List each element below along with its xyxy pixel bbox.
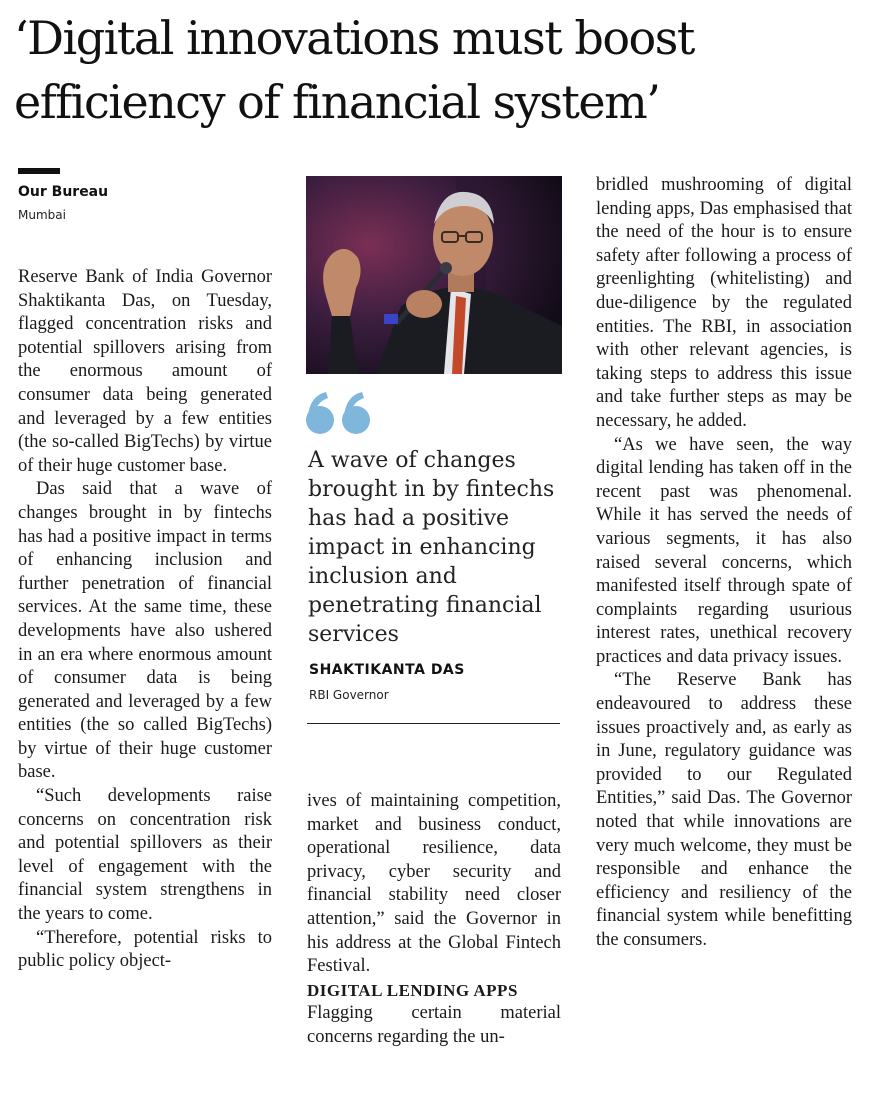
headline [14,6,864,134]
paragraph: bridled mushrooming of digital lending apps, Das emphasised that the need of the hour is to ensure safety after following a process of greenlighting (whitelisting) and due-diligence by the regulated entities. The RBI, in association with other relevant agencies, is taking steps to address this issue and take further steps as may be necessary, he added. [596,175,852,431]
byline-author: Our Bureau [18,184,109,200]
paragraph: Reserve Bank of India Governor Shaktikanta Das, on Tuesday, flagged concentration risks and potential spillovers arising from the enormous amount of consumer data being generated and leveraged by a few entities (the so-called BigTechs) by virtue of their huge customer base. [18,267,272,476]
pull-quote-role: RBI Governor [309,688,389,702]
headline-line-2: efficiency of financial system’ [14,75,660,129]
quote-icon [304,390,376,443]
headline-line-1: ‘Digital innovations must boost [14,11,694,65]
byline-place: Mumbai [18,208,66,222]
subhead: DIGITAL LENDING APPS [307,980,518,1000]
pull-quote-name: SHAKTIKANTA DAS [309,662,465,678]
paragraph: “The Reserve Bank has endeavoured to address these issues proactively and, as early as in June, regulatory guidance was provided to our Regulated Entities,” said Das. The Governor noted that while innovations are very much welcome, they must be responsible and enhance the efficiency and resiliency of the financial system while benefitting the consumers. [596,670,852,950]
paragraph: “Such developments raise concerns on concentration risk and potential spillovers as their level of engagement with the financial system strengthens in the years to come. [18,786,272,925]
pull-quote-text: A wave of changes brought in by fintechs has had a positive impact in enhancing inclusion and penetrating financial services [308,448,555,647]
paragraph: ives of maintaining competition, market and business conduct, operational resilience, data privacy, cyber security and financial stability need closer attention,” said the Governor in his address at the Global Fintech Festival. [307,791,561,977]
paragraph: “As we have seen, the way digital lending has taken off in the recent past was phenomenal. While it has served the needs of various segments, it has also raised several concerns, which manifested itself through spate of complaints regarding usurious interest rates, unethical recovery practices and data privacy issues. [596,434,852,667]
article-column-3 [596,174,852,953]
paragraph: Das said that a wave of changes brought in by fintechs has had a positive impact in terms of enhancing inclusion and further penetration of financial services. At the same time, these developments have also ushered in an era where enormous amount of consumer data is being generated and leveraged by a few entities (the so called BigTechs) by virtue of their huge customer base. [18,479,272,783]
paragraph: “Therefore, potential risks to public policy object- [18,927,272,972]
governor-photo [306,176,562,374]
article-column-1 [18,266,272,974]
article-column-2 [307,790,561,1050]
pull-quote-divider [307,723,560,724]
byline-rule [18,168,60,174]
paragraph: Flagging certain material concerns regarding the un- [307,1003,561,1047]
